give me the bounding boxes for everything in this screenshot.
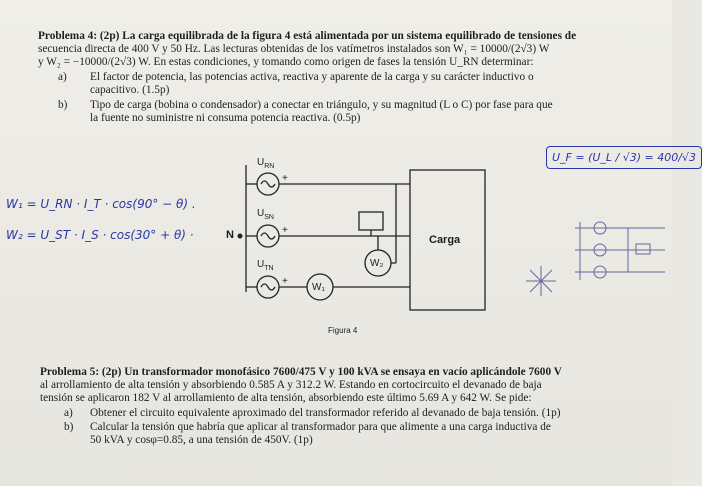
source-tn-plus: + [282, 276, 288, 287]
problem4-item-b-line-2: la fuente no suministre ni consuma potencia reactiva. (0.5p) [90, 112, 361, 124]
problem4-item-b-label: b) [58, 99, 68, 111]
source-sn-plus: + [282, 225, 288, 236]
problem5-item-b-line-2: 50 kVA y cosφ=0.85, a una tensión de 450V. (1p) [90, 434, 313, 446]
problem5-line-3: tensión se aplicaron 182 V al arrollamiento de alta tensión, absorbiendo este último 5.69 A y 642 W. Se pide: [40, 392, 532, 404]
wattmeter-1-label: W₁ [312, 282, 325, 293]
wattmeter-2-label: W₂ [370, 258, 384, 269]
problem4-line-2: secuencia directa de 400 V y 50 Hz. Las lecturas obtenidas de los vatímetros instalados son W₁ = 10000/(2√3) W [38, 43, 550, 55]
handwritten-phase-voltage: U_F = (U_L / √3) = 400/√3 [546, 146, 702, 169]
problem5-item-a-label: a) [64, 407, 73, 419]
figure-caption: Figura 4 [328, 326, 358, 335]
problem4-line-3: y W₂ = −10000/(2√3) W. En estas condiciones, y tomando como origen de fases la tensión U_RN determinar: [38, 56, 534, 68]
problem5-line-1: Problema 5: (2p) Un transformador monofásico 7600/475 V y 100 kVA se ensaya en vacío aplicándole 7600 V [40, 366, 562, 378]
source-rn-plus: + [282, 173, 288, 184]
problem4-item-b-line-1: Tipo de carga (bobina o condensador) a conectar en triángulo, y su magnitud (L o C) por fase para que [90, 99, 553, 111]
problem5-item-b-label: b) [64, 421, 74, 433]
problem4-item-a-line-1: El factor de potencia, las potencias activa, reactiva y aparente de la carga y su carácter inductivo o [90, 71, 534, 83]
load-label: Carga [429, 234, 461, 246]
handwritten-eq-w1: W₁ = U_RN · I_T · cos(90° − θ) . [6, 197, 196, 211]
source-sn-label: $U_{SN}$ [257, 208, 274, 221]
problem4-item-a-label: a) [58, 71, 67, 83]
neutral-label: N [226, 229, 234, 241]
problem4-line-1: Problema 4: (2p) La carga equilibrada de la figura 4 está alimentada por un sistema equilibrado de tensiones de [38, 30, 577, 42]
source-rn-label: $U_{RN}$ [257, 157, 275, 170]
problem5-line-2: al arrollamiento de alta tensión y absorbiendo 0.585 A y 312.2 W. Estando en cortocircuito el devanado de baja [40, 379, 542, 391]
source-tn-label: $U_{TN}$ [257, 259, 274, 272]
problem4-item-a-line-2: capacitivo. (1.5p) [90, 84, 170, 96]
handwritten-eq-w2: W₂ = U_ST · I_S · cos(30° + θ) · [6, 228, 194, 242]
problem5-item-a: Obtener el circuito equivalente aproximado del transformador referido al devanado de baja tensión. (1p) [90, 407, 561, 419]
problem5-item-b-line-1: Calcular la tensión que habría que aplicar al transformador para que alimente a una carga inductiva de [90, 421, 551, 433]
